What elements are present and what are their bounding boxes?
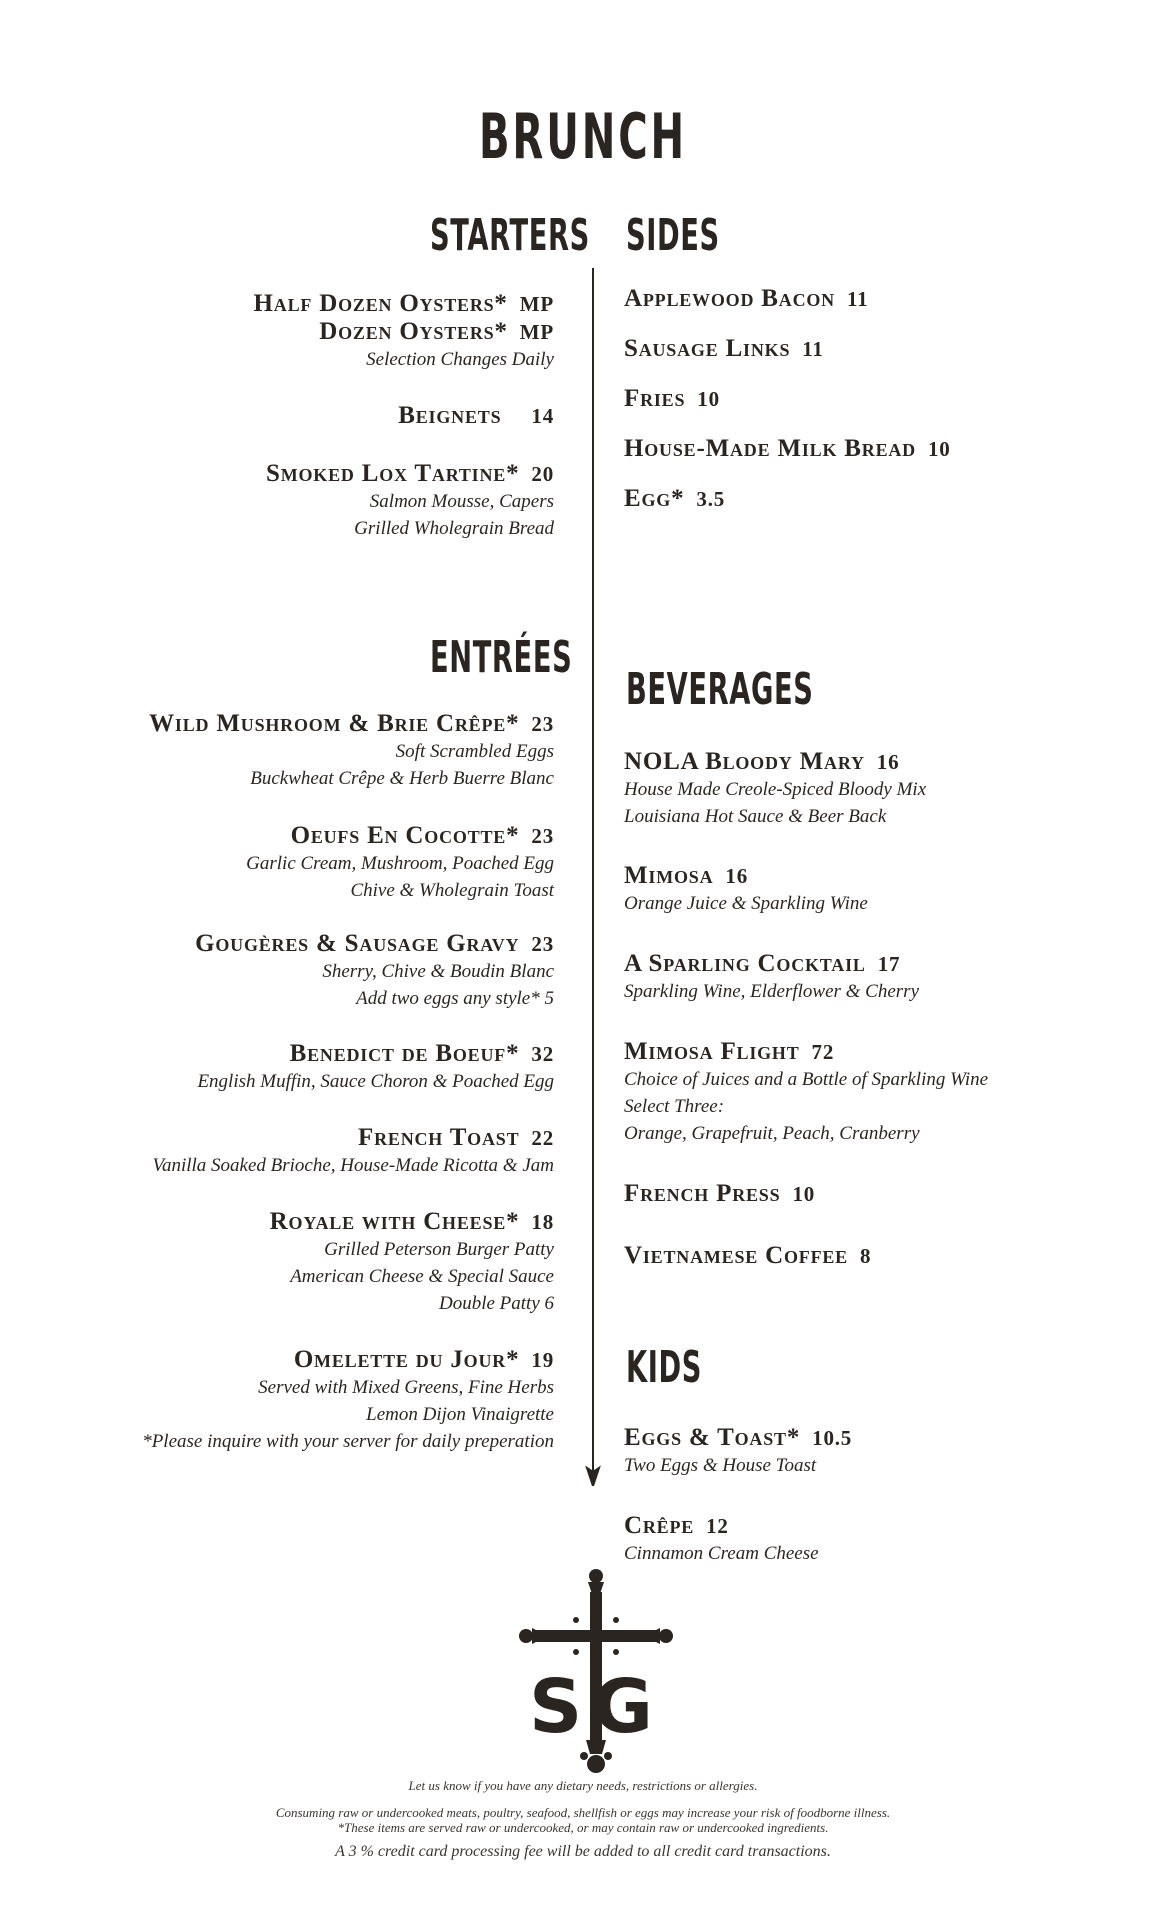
sides-item: Applewood Bacon 11 [624, 285, 869, 312]
kids-item: Eggs & Toast* 10.5 Two Eggs & House Toast [624, 1424, 853, 1476]
sides-heading: SIDES [626, 210, 720, 261]
column-divider [592, 268, 594, 1486]
sides-item: Fries 10 [624, 385, 720, 412]
entree-item: French Toast 22 Vanilla Soaked Brioche, House-Made Ricotta & Jam [152, 1124, 554, 1176]
divider-arrow-icon [584, 1446, 602, 1486]
entree-item: Oeufs En Cocotte* 23 Garlic Cream, Mushroom, Poached Egg Chive & Wholegrain Toast [246, 822, 554, 901]
beverage-item: NOLA Bloody Mary 16 House Made Creole-Spiced Bloody Mix Louisiana Hot Sauce & Beer Back [624, 748, 927, 827]
beverage-item: Mimosa Flight 72 Choice of Juices and a Bottle of Sparkling Wine Select Three: Orange, Grapefruit, Peach, Cranberry [624, 1038, 989, 1144]
beverages-heading: BEVERAGES [626, 664, 814, 715]
entree-item: Wild Mushroom & Brie Crêpe* 23 Soft Scrambled Eggs Buckwheat Crêpe & Herb Buerre Blanc [149, 710, 554, 789]
card-fee-note: A 3 % credit card processing fee will be added to all credit card transactions. [335, 1843, 831, 1860]
entree-item: Gougères & Sausage Gravy 23 Sherry, Chive & Boudin Blanc Add two eggs any style* 5 [195, 930, 554, 1009]
menu-title: BRUNCH [478, 100, 688, 173]
sg-cross-logo [516, 1568, 676, 1780]
starters-item: Smoked Lox Tartine* 20 Salmon Mousse, Capers Grilled Wholegrain Bread [266, 460, 554, 539]
sides-item: Egg* 3.5 [624, 485, 726, 512]
entree-item: Benedict de Boeuf* 32 English Muffin, Sauce Choron & Poached Egg [197, 1040, 554, 1092]
allergy-note: Let us know if you have any dietary needs, restrictions or allergies. [408, 1778, 758, 1793]
beverage-item: A Sparling Cocktail 17 Sparkling Wine, Elderflower & Cherry [624, 950, 920, 1002]
beverage-item: French Press 10 [624, 1180, 816, 1207]
beverage-item: Vietnamese Coffee 8 [624, 1242, 872, 1269]
entree-item: Royale with Cheese* 18 Grilled Peterson Burger Patty American Cheese & Special Sauce Double Patty 6 [269, 1208, 554, 1314]
logo-lettering: SG [528, 1664, 664, 1750]
starters-item: Beignets 14 [398, 402, 554, 429]
raw-food-warning: Consuming raw or undercooked meats, poultry, seafood, shellfish or eggs may increase your risk of foodborne illness. [275, 1805, 891, 1820]
raw-items-note: *These items are served raw or undercooked, or may contain raw or undercooked ingredients. [337, 1820, 829, 1835]
starters-item: Half Dozen Oysters* MP [253, 290, 554, 317]
sides-item: House-Made Milk Bread 10 [624, 435, 951, 462]
sides-item: Sausage Links 11 [624, 335, 824, 362]
entree-item: Omelette du Jour* 19 Served with Mixed Greens, Fine Herbs Lemon Dijon Vinaigrette *Please inquire with your server for daily preperation [142, 1346, 554, 1452]
starters-item: Dozen Oysters* MP Selection Changes Daily [319, 318, 554, 370]
kids-item: Crêpe 12 Cinnamon Cream Cheese [624, 1512, 819, 1564]
starters-heading: STARTERS [430, 210, 590, 261]
kids-heading: KIDS [626, 1342, 703, 1393]
entrees-heading: ENTRÉES [430, 632, 573, 683]
beverage-item: Mimosa 16 Orange Juice & Sparkling Wine [624, 862, 868, 914]
